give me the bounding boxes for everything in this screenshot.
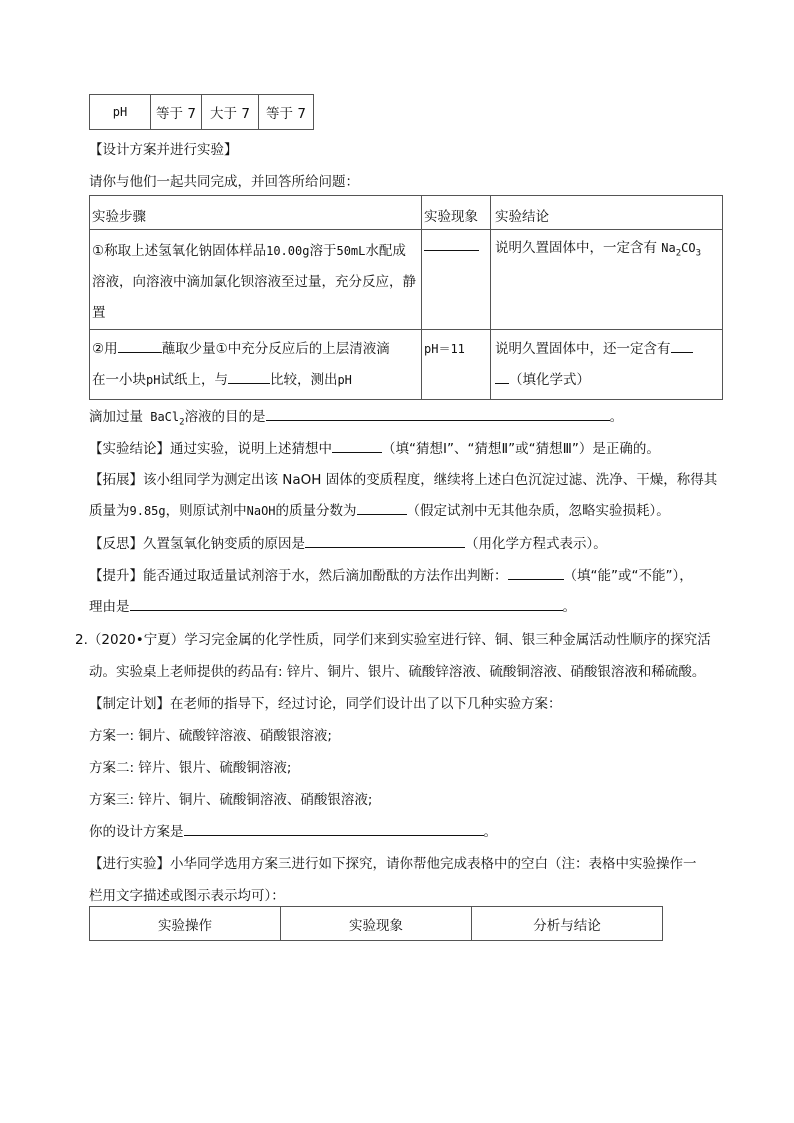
row2-step: ②用 蘸取少量①中充分反应后的上层清液滴 在一小块pH试纸上，与 比较，测出pH xyxy=(90,330,422,400)
ph-table xyxy=(89,94,314,130)
formula-na2co3: $Na_2CO_3$ xyxy=(661,241,702,259)
answer-blank[interactable] xyxy=(508,565,564,580)
q2-line-1: 2.（2020•宁夏）学习完金属的化学性质，同学们来到实验室进行锌、铜、银三种金属活动性顺序的探究活 xyxy=(75,632,711,648)
answer-blank[interactable] xyxy=(118,338,162,353)
conclusion-line: 【实验结论】通过实验，说明上述猜想中 （填“猜想Ⅰ”、“猜想Ⅱ”或“猜想Ⅲ”）是正确的。 xyxy=(89,437,660,457)
row2-phenomenon: pH＝11 xyxy=(422,330,491,400)
header-phenomenon: 实验现象 xyxy=(422,196,491,230)
header-conclusion: 实验结论 xyxy=(491,196,723,230)
answer-blank[interactable] xyxy=(184,821,484,836)
row2-conclusion: 说明久置固体中，还一定含有 （填化学式） xyxy=(491,330,723,400)
design-intro: 请你与他们一起共同完成，并回答所给问题： xyxy=(89,174,359,190)
answer-blank[interactable] xyxy=(228,369,270,384)
answer-blank[interactable] xyxy=(266,406,610,421)
extend-line-1: 【拓展】该小组同学为测定出该 NaOH 固体的变质程度，继续将上述白色沉淀过滤、洗净、干燥，称得其 xyxy=(89,472,718,488)
extend-line-2: 质量为9.85g，则原试剂中NaOH的质量分数为 （假定试剂中无其他杂质，忽略实验损耗）。 xyxy=(89,499,670,519)
ph-cell-1: 等于 7 xyxy=(151,95,202,130)
plan-3: 方案三: 锌片、铜片、硫酸铜溶液、硝酸银溶液; xyxy=(89,792,373,808)
plan-2: 方案二: 锌片、银片、硫酸铜溶液; xyxy=(89,760,292,776)
conduct-line-2: 栏用文字描述或图示表示均可）： xyxy=(89,888,285,904)
answer-blank[interactable] xyxy=(357,500,407,515)
ph-cell-3: 等于 7 xyxy=(259,95,314,130)
conduct-line-1: 【进行实验】小华同学选用方案三进行如下探究，请你帮他完成表格中的空白（注：表格中实验操作一 xyxy=(89,856,697,872)
q2-number: 2. xyxy=(75,632,88,648)
answer-blank[interactable] xyxy=(130,596,563,611)
bottom-table xyxy=(89,906,663,941)
bacl2-question: 滴加过量 BaCl$_2$溶液的目的是 。 xyxy=(89,405,623,427)
q2-line-2: 动。实验桌上老师提供的药品有: 锌片、铜片、银片、硫酸锌溶液、硫酸铜溶液、硝酸银溶液和稀硫酸。 xyxy=(89,664,706,680)
answer-blank[interactable] xyxy=(495,369,509,384)
reflect-line: 【反思】久置氢氧化钠变质的原因是 （用化学方程式表示）。 xyxy=(89,532,607,552)
reason-line: 理由是 。 xyxy=(89,595,576,615)
answer-blank[interactable] xyxy=(332,438,382,453)
header-analysis: 分析与结论 xyxy=(472,907,663,941)
answer-blank[interactable] xyxy=(305,533,465,548)
row1-conclusion: 说明久置固体中，一定含有 $Na_2CO_3$ xyxy=(491,230,723,330)
plan-1: 方案一: 铜片、硫酸锌溶液、硝酸银溶液; xyxy=(89,728,332,744)
your-plan-line: 你的设计方案是 。 xyxy=(89,820,497,840)
answer-blank[interactable] xyxy=(424,236,479,251)
answer-blank[interactable] xyxy=(671,338,693,353)
plan-heading: 【制定计划】在老师的指导下，经过讨论，同学们设计出了以下几种实验方案： xyxy=(89,696,562,712)
row1-step: ①称取上述氢氧化钠固体样品10.00g溶于50mL水配成 溶液，向溶液中滴加氯化钡溶液至过量，充分反应，静 置 xyxy=(90,230,422,330)
header-step: 实验步骤 xyxy=(90,196,422,230)
header-phenomenon: 实验现象 xyxy=(281,907,472,941)
experiment-table xyxy=(89,195,723,400)
improve-line: 【提升】能否通过取适量试剂溶于水，然后滴加酚酞的方法作出判断： （填“能”或“不能”）， xyxy=(89,564,693,584)
design-heading: 【设计方案并进行实验】 xyxy=(89,142,238,158)
header-operation: 实验操作 xyxy=(90,907,281,941)
ph-cell-2: 大于 7 xyxy=(202,95,259,130)
row1-phenomenon xyxy=(422,230,491,330)
ph-label-cell: pH xyxy=(90,95,151,130)
